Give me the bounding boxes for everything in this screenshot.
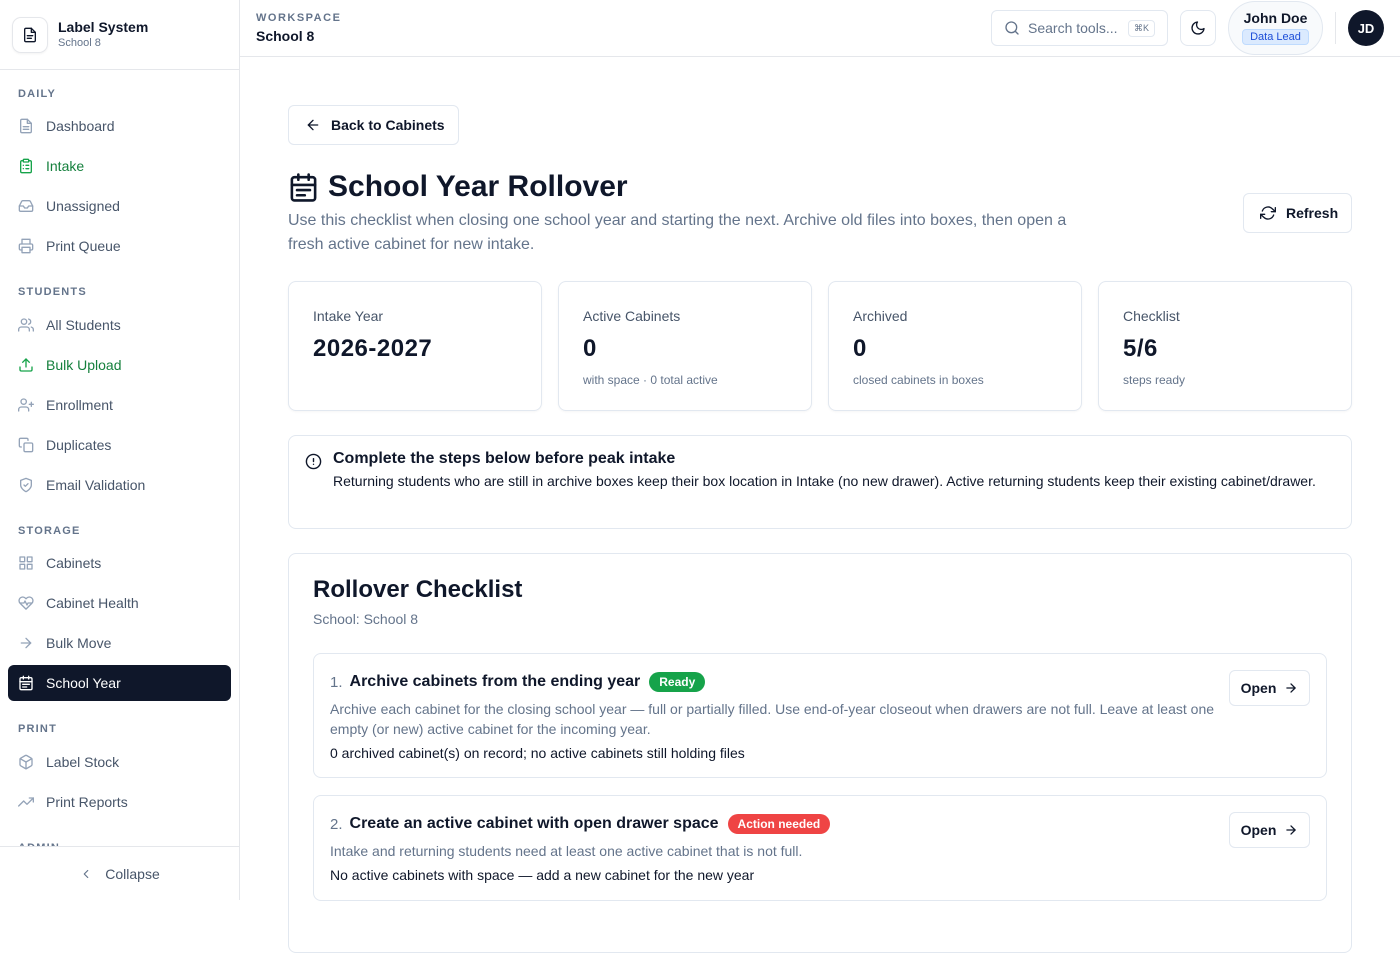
clipboard-list-icon: [18, 158, 34, 174]
inbox-icon: [18, 198, 34, 214]
calendar-icon: [18, 675, 34, 691]
stat-subtext: with space · 0 total active: [583, 373, 718, 387]
calendar-icon: [288, 172, 319, 203]
arrow-right-icon: [1284, 823, 1298, 837]
info-alert: [288, 435, 1352, 529]
stat-label: Active Cabinets: [583, 308, 681, 324]
step-title: Create an active cabinet with open drawer space: [349, 815, 719, 832]
sidebar-item-unassigned[interactable]: [8, 188, 231, 224]
sidebar-item-label: Cabinets: [46, 555, 102, 571]
sidebar-item-label-stock[interactable]: [8, 744, 231, 780]
copy-icon: [18, 437, 34, 453]
sidebar-item-intake[interactable]: [8, 148, 231, 184]
alert-text: Returning students who are still in archive boxes keep their box location in Intake (no new drawer). Active returning students keep their existing cabinet/drawer.: [333, 473, 1316, 489]
nav-section-storage: STORAGE: [18, 525, 81, 537]
stat-card-intake-year: [288, 281, 542, 411]
sidebar-item-label: Unassigned: [46, 198, 120, 214]
page-description: Use this checklist when closing one school year and starting the next. Archive old files into boxes, then open a fresh active cabinet for new intake.: [288, 212, 1067, 253]
search-placeholder: Search tools...: [1028, 20, 1118, 36]
status-badge: Ready: [649, 672, 705, 692]
printer-icon: [18, 238, 34, 254]
step-number: 2.: [330, 815, 343, 833]
collapse-button[interactable]: [0, 846, 239, 900]
topbar-divider: [1335, 12, 1336, 44]
sidebar-item-bulk-move[interactable]: [8, 625, 231, 661]
back-to-cabinets-button[interactable]: [288, 105, 459, 145]
arrow-right-icon: [18, 635, 34, 651]
sidebar-item-all-students[interactable]: [8, 307, 231, 343]
stat-value: 5/6: [1123, 335, 1158, 362]
checklist-title: Rollover Checklist: [313, 576, 523, 603]
sidebar-item-label: School Year: [46, 675, 121, 691]
checklist-step: [313, 795, 1327, 901]
brand-subtitle: School 8: [58, 37, 101, 49]
sidebar-item-enrollment[interactable]: [8, 387, 231, 423]
search-input[interactable]: [991, 10, 1168, 46]
sidebar-item-dashboard[interactable]: [8, 108, 231, 144]
open-label: Open: [1240, 680, 1277, 696]
sidebar-item-label: Cabinet Health: [46, 595, 139, 611]
document-icon: [12, 17, 48, 53]
nav-section-students: STUDENTS: [18, 286, 87, 298]
user-menu[interactable]: [1228, 1, 1323, 55]
checklist-subtitle: School: School 8: [313, 611, 419, 627]
step-title: Archive cabinets from the ending year: [349, 673, 641, 690]
arrow-right-icon: [1284, 681, 1298, 695]
alert-title: Complete the steps below before peak intake: [333, 450, 676, 467]
sidebar-item-label: Bulk Move: [46, 635, 112, 651]
sidebar-item-school-year[interactable]: [8, 665, 231, 701]
stat-value: 0: [583, 335, 597, 362]
workspace-name[interactable]: School 8: [256, 28, 315, 44]
sidebar-item-label: Email Validation: [46, 477, 146, 493]
stat-card-active-cabinets: [558, 281, 812, 411]
rollover-checklist: [288, 553, 1352, 953]
sidebar-item-label: Duplicates: [46, 437, 112, 453]
trending-up-icon: [18, 794, 34, 810]
sidebar-item-print-queue[interactable]: [8, 228, 231, 264]
user-name: John Doe: [1243, 10, 1308, 26]
step-note: 0 archived cabinet(s) on record; no active cabinets still holding files: [330, 745, 745, 761]
open-step-button[interactable]: [1229, 812, 1310, 848]
stat-card-checklist: [1098, 281, 1352, 411]
nav-section-print: PRINT: [18, 723, 57, 735]
user-plus-icon: [18, 397, 34, 413]
alert-circle-icon: [305, 453, 322, 470]
sidebar-item-label: All Students: [46, 317, 121, 333]
grid-icon: [18, 555, 34, 571]
sidebar-item-bulk-upload[interactable]: [8, 347, 231, 383]
chevron-left-icon: [79, 867, 93, 881]
status-badge: Action needed: [728, 814, 831, 834]
back-label: Back to Cabinets: [331, 117, 445, 133]
sidebar-item-label: Print Reports: [46, 794, 128, 810]
brand[interactable]: [0, 0, 239, 70]
sidebar-nav: [0, 70, 239, 846]
stat-label: Intake Year: [313, 308, 384, 324]
avatar[interactable]: JD: [1348, 10, 1384, 46]
shield-check-icon: [18, 477, 34, 493]
moon-icon: [1190, 20, 1206, 36]
stat-value: 0: [853, 335, 867, 362]
open-step-button[interactable]: [1229, 670, 1310, 706]
sidebar-item-label: Print Queue: [46, 238, 121, 254]
topbar: [240, 0, 1400, 57]
sidebar-item-label: Enrollment: [46, 397, 113, 413]
heart-pulse-icon: [18, 595, 34, 611]
workspace-label: WORKSPACE: [256, 12, 342, 24]
collapse-label: Collapse: [105, 865, 160, 882]
sidebar-item-label: Dashboard: [46, 118, 115, 134]
sidebar-item-print-reports[interactable]: [8, 784, 231, 820]
upload-icon: [18, 357, 34, 373]
page-title: School Year Rollover: [328, 170, 628, 203]
stat-subtext: closed cabinets in boxes: [853, 373, 984, 387]
theme-toggle-button[interactable]: [1180, 10, 1216, 46]
brand-title: Label System: [58, 19, 149, 35]
sidebar-item-email-validation[interactable]: [8, 467, 231, 503]
sidebar-item-label: Intake: [46, 158, 85, 174]
arrow-left-icon: [305, 117, 321, 133]
open-label: Open: [1240, 822, 1277, 838]
search-shortcut: ⌘K: [1128, 20, 1155, 37]
refresh-icon: [1260, 205, 1276, 221]
stat-value: 2026-2027: [313, 335, 433, 362]
stat-card-archived: [828, 281, 1082, 411]
stat-subtext: steps ready: [1123, 373, 1186, 387]
clipboard-icon: [18, 118, 34, 134]
sidebar: [0, 0, 240, 900]
refresh-label: Refresh: [1286, 205, 1339, 221]
users-icon: [18, 317, 34, 333]
step-description: Intake and returning students need at least one active cabinet that is not full.: [330, 843, 803, 859]
package-icon: [18, 754, 34, 770]
checklist-step: [313, 653, 1327, 778]
sidebar-item-duplicates[interactable]: [8, 427, 231, 463]
search-icon: [1004, 20, 1020, 36]
nav-section-daily: DAILY: [18, 88, 56, 100]
step-description: Archive each cabinet for the closing school year — full or partially filled. Use end-of-year closeout when drawers are not full. Leave at least one empty (or new) active cabinet for the incoming year.: [330, 701, 1215, 737]
sidebar-item-label: Label Stock: [46, 754, 120, 770]
stat-label: Checklist: [1123, 308, 1180, 324]
sidebar-item-label: Bulk Upload: [46, 357, 122, 373]
step-number: 1.: [330, 673, 343, 691]
sidebar-item-cabinet-health[interactable]: [8, 585, 231, 621]
user-role-badge: Data Lead: [1242, 29, 1309, 45]
stat-label: Archived: [853, 308, 908, 324]
step-note: No active cabinets with space — add a new cabinet for the new year: [330, 867, 755, 883]
sidebar-item-cabinets[interactable]: [8, 545, 231, 581]
refresh-button[interactable]: [1243, 193, 1352, 233]
